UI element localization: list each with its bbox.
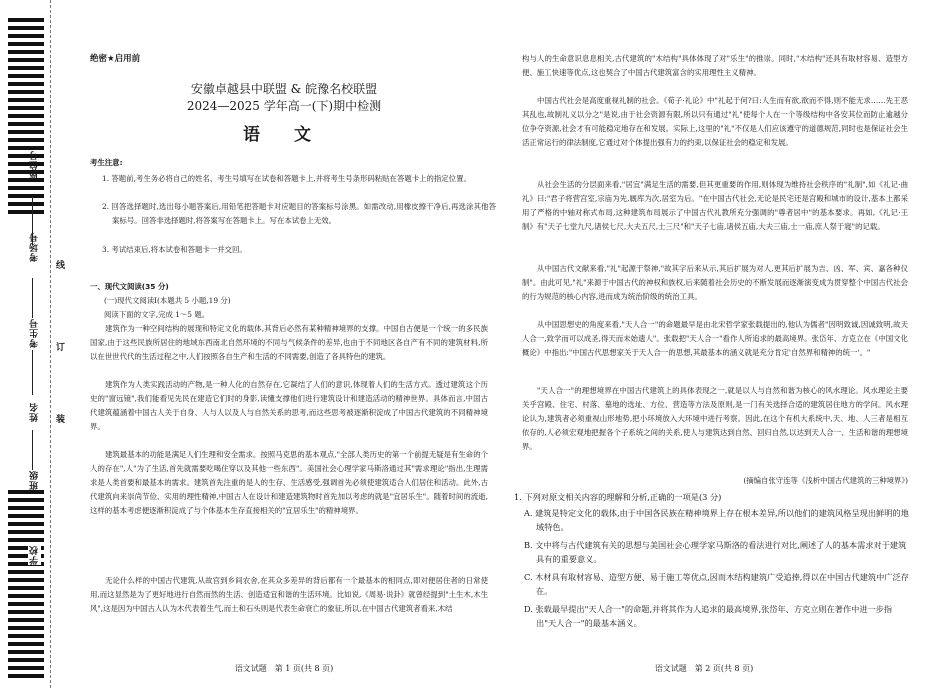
article-paragraph: 建筑作为人类实践活动的产物,是一种人化的自然存在,它凝结了人们的意识,体现着人们的生活方式。透过建筑这个历史的"窗远镜",我们能看见先民在建造它们时的身影,读懂支撑他们进行建筑设计和建造活动的精神世界。具体而言,中国古代建筑蕴涵着中国古人关于自身、人与人以及人与自然关系的思考,而这些思考被逐渐积淀成了中国古代建筑的不同精神境界。 <box>90 380 488 431</box>
exam-term-title: 2024—2025 学年高一(下)期中检测 <box>186 99 382 113</box>
option-a: A. 建筑是特定文化的载体,由于中国各民族在精神境界上存在根本差异,所以他们的建筑风格呈现出鲜明的地域特色。 <box>524 508 909 532</box>
article-paragraph: "天人合一"的理想境界在中国古代建筑上的具体表现之一,就是以人与自然和谐为核心的风水理论。风水理论主要关乎宫殿、住宅、村落、墓地的选址、方位、营造等方法及原则,是一门有关选择合适的建筑居住地方的学问。风水理论认为,建筑者必须重视山形地势,把小环境放入大环境中进行考察。因此,在这个有机大系统中,天、地、人三者是相互依存的,人必须宏观地把握各个子系统之间的关系,使人与建筑达到自然、回归自然,以达到天人合一、生活和谐的理想境界。 <box>522 386 908 451</box>
room-no-label: 考场号 <box>30 232 40 262</box>
article-paragraph: 中国古代社会是高度重视礼制的社会。《荀子·礼论》中"礼起于何?曰:人生而有欲,欲而不得,则不能无求……先王恶其乱也,故制礼义以分之"是说,由于社会资源有限,所以只有通过"礼"使每个人在一个等级结构中各安其位而防止逾越分位争夺资源,社会才有可能稳定地存在和发展。实际上,这里的"礼"不仅是人们应该遵守的道德规范,同时也是保证社会生活正常运行的律法制度,它通过对个体提出强有力的约束,以保证社会的稳定和发展。 <box>522 96 908 147</box>
option-d: D. 张载最早提出"天人合一"的命题,并将其作为人追求的最高境界,张岱年、方克立则在著作中进一步指出"天人合一"的最基本涵义。 <box>524 604 893 628</box>
article-paragraph: 从中国古代文献来看,"礼"起源于祭神,"故其字后来从示,其后扩展为对人,更其后扩展为吉、凶、军、宾、嘉各种仪制"。由此可见,"礼"来源于中国古代的神权和族权,后来随着社会历史的不断发展而逐渐演变成为贯穿整个中国古代社会的行为规范的核心内容,进而成为统治阶级的统治工具。 <box>522 264 908 301</box>
name-line <box>32 430 33 470</box>
cut-mark-ding: 订 <box>56 340 65 353</box>
article-paragraph: 从中国思想史的角度来看,"天人合一"的命题最早是由北宋哲学家张载提出的,他认为儒者"因明致诚,因诚致明,故天人合一,致学而可以成圣,得天而未始遗人"。张载把"天人合一"看作人所追求的最高境界。张岱年、方克立在《中国文化概论》中指出:"中国古代思想家关于天人合一的思想,其最基本的涵义就是充分肯定'自然界和精神的统一'。" <box>522 320 908 357</box>
question-1: 1. 下列对原文相关内容的理解和分析,正确的一项是(3 分) <box>514 492 722 502</box>
page-1 <box>80 0 496 688</box>
subsection-heading: (一)现代文阅读Ⅰ(本题共 5 小题,19 分) <box>104 296 231 305</box>
notice-heading: 考生注意: <box>90 158 123 167</box>
notice-item: 3. 考试结束后,将本试卷和答题卡一并交回。 <box>102 245 247 254</box>
article-paragraph: 建筑作为一种空间结构的展现和特定文化的载体,其背后必然有某种精神境界的支撑。中国自古便是一个统一的多民族国家,由于这些民族所居住的地域东西南北自然环境的不同与气候条件的差异,也由于不同地区各自产有不同的建筑材料,所以在世世代代的生活过程之中,人们按照各自生产和生活的不同需要,创造了各具特色的建筑。 <box>90 324 488 361</box>
exam-no-label: 考生号 <box>30 318 40 348</box>
section-heading: 一、现代文阅读(35 分) <box>90 282 169 291</box>
notice-item: 1. 答题前,考生务必将自己的姓名、考生号填写在试卷和答题卡上,并将考生号条形码粘贴在答题卡上的指定位置。 <box>102 174 471 183</box>
article-paragraph: 构与人的生命意识息息相关,古代建筑的"木结构"具体体现了对"乐生"的推崇。同时,"木结构"还具有取材容易、造型方便、施工快速等优点,这也契合了中国古代建筑富含的实用理性主义精神。 <box>522 54 908 77</box>
notice-item: 2. 回答选择题时,选出每小题答案后,用铅笔把答题卡对应题目的答案标号涂黑。如需改动,用橡皮擦干净后,再选涂其他答案标号。回答非选择题时,将答案写在答题卡上。写在本试卷上无效。 <box>102 202 496 225</box>
page-footer: 语文试题 第 2 页(共 8 页) <box>654 664 754 673</box>
class-label: 班级 <box>30 470 40 490</box>
article-paragraph: 建筑最基本的功能是满足人们生理和安全需求。按照马克思的基本观点,"全部人类历史的第一个前提无疑是有生命的个人的存在",人"为了生活,首先就需要吃喝住穿以及其他一些东西"。美国社会心理学家马斯洛通过其"需求理论"指出,生理需求是人类首要和最基本的需求。建筑首先注重的是人的生存、生活感受,强调首先必须使建筑适合人们居住和活动。此外,古代建筑向来崇尚节俭、实用的理性精神,中国古人在设计和建造建筑物时首先加以考虑的就是"宜居乐生"。随着时间的流逝,这样的基本考虑便逐渐积淀成了与个体基本生存直接相关的"宜居乐生"的精神境界。 <box>90 450 488 515</box>
binding-stripes-top <box>8 18 44 218</box>
page-footer: 语文试题 第 1 页(共 8 页) <box>234 664 334 673</box>
reading-instruction: 阅读下面的文字,完成 1～5 题。 <box>104 310 210 319</box>
exam-alliance-title: 安徽卓越县中联盟 & 皖豫名校联盟 <box>190 82 378 96</box>
option-c: C. 木材具有取材容易、造型方便、易于施工等优点,因而木结构建筑广受追捧,得以在中国古代建筑中广泛存在。 <box>524 572 909 596</box>
option-b: B. 文中将与古代建筑有关的思想与美国社会心理学家马斯洛的看法进行对比,阐述了人的基本需求对于建筑具有的重要意义。 <box>524 540 907 564</box>
cut-mark-zhuang: 装 <box>56 412 65 425</box>
subject-title: 语 文 <box>243 125 325 145</box>
article-paragraph: 从社会生活的分层面来看,"居宜"满足生活的需要,但其更重要的作用,则体现为维持社会秩序的"礼制",如《礼记·曲礼》曰:"君子将营宫室,宗庙为先,厩库为次,居室为后。"在中国古代社会,无论是民宅还是宫殿和城市的设计,基本上都采用了严格的中轴对称式布局,这种建筑布局展示了中国古代礼教所充分强调的"尊者居中"的基本要求。再如,《礼记·王制》有"天子七堂九尺,诸侯七尺,大夫五尺,士三尺"和"天子七庙,诸侯五庙,大夫三庙,士一庙,庶人祭于寝"的记载。 <box>522 180 908 231</box>
secret-mark: 绝密★启用前 <box>90 54 141 64</box>
room-no-line <box>32 278 33 318</box>
binding-stripes-bottom <box>8 490 44 680</box>
article-paragraph: 无论什么样的中国古代建筑,从故宫到乡间农舍,在其众多差异的背后都有一个最基本的相同点,即对便居住者的日常使用,而这显然是为了更好地进行自然而然的生活、创造适宜和谐的生活环境。比如说,《周易·说卦》就曾经提到"土生木,木生风",这是因为中国古人认为木代表着生气,而土和石头则是代表生命衰亡的象征,所以,在中国古代建筑者看来,木结 <box>90 576 488 613</box>
exam-no-line <box>32 350 33 395</box>
seat-no-label: 座位号 <box>30 150 40 180</box>
cut-mark-line: 线 <box>56 258 65 271</box>
name-label: 姓名 <box>30 402 40 422</box>
school-label: 学校 <box>30 545 40 565</box>
page-2 <box>500 0 908 688</box>
binding-margin <box>0 0 66 688</box>
source-citation: (摘编自张守连等《浅析中国古代建筑的三种境界》) <box>743 476 908 485</box>
cut-line <box>50 0 51 688</box>
